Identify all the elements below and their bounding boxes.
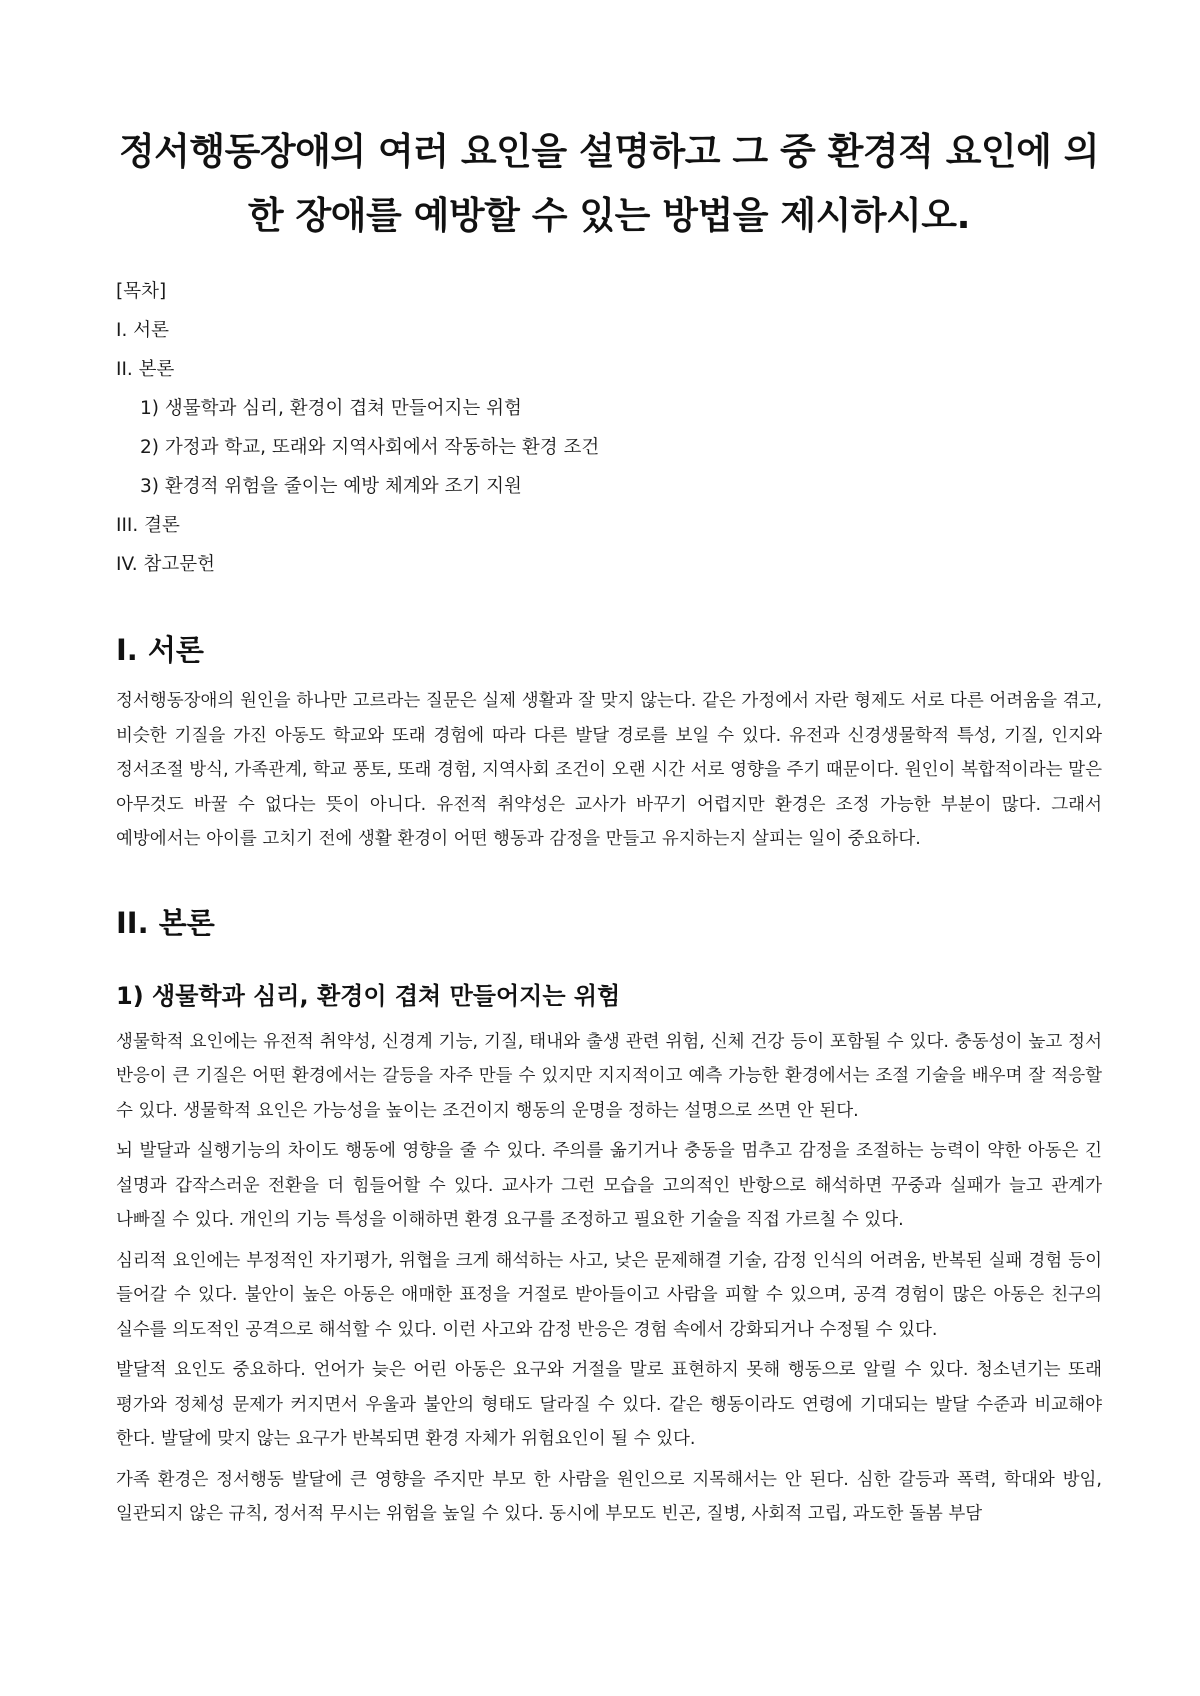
toc-item-body-sub1: 1) 생물학과 심리, 환경이 겹쳐 만들어지는 위험 (140, 398, 522, 419)
body-paragraph-2: 뇌 발달과 실행기능의 차이도 행동에 영향을 줄 수 있다. 주의를 옮기거나 충동을 멈추고 감정을 조절하는 능력이 약한 아동은 긴 설명과 갑작스러운 전환을 더 힘들어할 수 있다. 교사가 그런 모습을 고의적인 반항으로 해석하면 꾸중과 실패가 늘고 관계가 나빠질 수 있다. 개인의 기능 특성을 이해하면 환경 요구를 조정하고 필요한 기술을 직접 가르칠 수 있다. (116, 1141, 1102, 1230)
toc-item-body-sub2: 2) 가정과 학교, 또래와 지역사회에서 작동하는 환경 조건 (140, 437, 600, 458)
section-heading-intro: I. 서론 (116, 633, 204, 667)
subsection-heading-1: 1) 생물학과 심리, 환경이 겹쳐 만들어지는 위험 (116, 981, 621, 1010)
document-title-line-2: 한 장애를 예방할 수 있는 방법을 제시하시오. (247, 194, 971, 237)
document-title (116, 120, 1102, 248)
toc-heading: [목차] (116, 281, 167, 302)
toc-item-body-sub3: 3) 환경적 위험을 줄이는 예방 체계와 조기 지원 (140, 476, 522, 497)
section-heading-body: II. 본론 (116, 905, 215, 940)
document-page (116, 0, 1102, 1538)
toc-item-references: IV. 참고문헌 (116, 554, 215, 575)
toc-item-intro: I. 서론 (116, 320, 169, 341)
table-of-contents (116, 272, 1102, 584)
body-paragraph-3: 심리적 요인에는 부정적인 자기평가, 위협을 크게 해석하는 사고, 낮은 문제해결 기술, 감정 인식의 어려움, 반복된 실패 경험 등이 들어갈 수 있다. 불안이 높은 아동은 애매한 표정을 거절로 받아들이고 사람을 피할 수 있으며, 공격 경험이 많은 아동은 친구의 실수를 의도적인 공격으로 해석할 수 있다. 이런 사고와 감정 반응은 경험 속에서 강화되거나 수정될 수 있다. (116, 1250, 1102, 1340)
intro-paragraph: 정서행동장애의 원인을 하나만 고르라는 질문은 실제 생활과 잘 맞지 않는다. 같은 가정에서 자란 형제도 서로 다른 어려움을 겪고, 비슷한 기질을 가진 아동도 학교와 또래 경험에 따라 다른 발달 경로를 보일 수 있다. 유전과 신경생물학적 특성, 기질, 인지와 정서조절 방식, 가족관계, 학교 풍토, 또래 경험, 지역사회 조건이 오랜 시간 서로 영향을 주기 때문이다. 원인이 복합적이라는 말은 아무것도 바꿀 수 없다는 뜻이 아니다. 유전적 취약성은 교사가 바꾸기 어렵지만 환경은 조정 가능한 부분이 많다. 그래서 예방에서는 아이를 고치기 전에 생활 환경이 어떤 행동과 감정을 만들고 유지하는지 살피는 일이 중요하다. (116, 691, 1102, 849)
toc-item-body: II. 본론 (116, 359, 175, 380)
body-paragraph-4: 발달적 요인도 중요하다. 언어가 늦은 어린 아동은 요구와 거절을 말로 표현하지 못해 행동으로 알릴 수 있다. 청소년기는 또래 평가와 정체성 문제가 커지면서 우울과 불안의 형태도 달라질 수 있다. 같은 행동이라도 연령에 기대되는 발달 수준과 비교해야 한다. 발달에 맞지 않는 요구가 반복되면 환경 자체가 위험요인이 될 수 있다. (116, 1360, 1102, 1449)
document-title-line-1: 정서행동장애의 여러 요인을 설명하고 그 중 환경적 요인에 의 (118, 130, 1100, 173)
body-paragraph-5: 가족 환경은 정서행동 발달에 큰 영향을 주지만 부모 한 사람을 원인으로 지목해서는 안 된다. 심한 갈등과 폭력, 학대와 방임, 일관되지 않은 규칙, 정서적 무시는 위험을 높일 수 있다. 동시에 부모도 빈곤, 질병, 사회적 고립, 과도한 돌봄 부담 (116, 1469, 1102, 1524)
body-paragraph-1: 생물학적 요인에는 유전적 취약성, 신경계 기능, 기질, 태내와 출생 관련 위험, 신체 건강 등이 포함될 수 있다. 충동성이 높고 정서 반응이 큰 기질은 어떤 환경에서는 갈등을 자주 만들 수 있지만 지지적이고 예측 가능한 환경에서는 조절 기술을 배우며 잘 적응할 수 있다. 생물학적 요인은 가능성을 높이는 조건이지 행동의 운명을 정하는 설명으로 쓰면 안 된다. (116, 1031, 1102, 1121)
toc-item-conclusion: III. 결론 (116, 515, 180, 536)
